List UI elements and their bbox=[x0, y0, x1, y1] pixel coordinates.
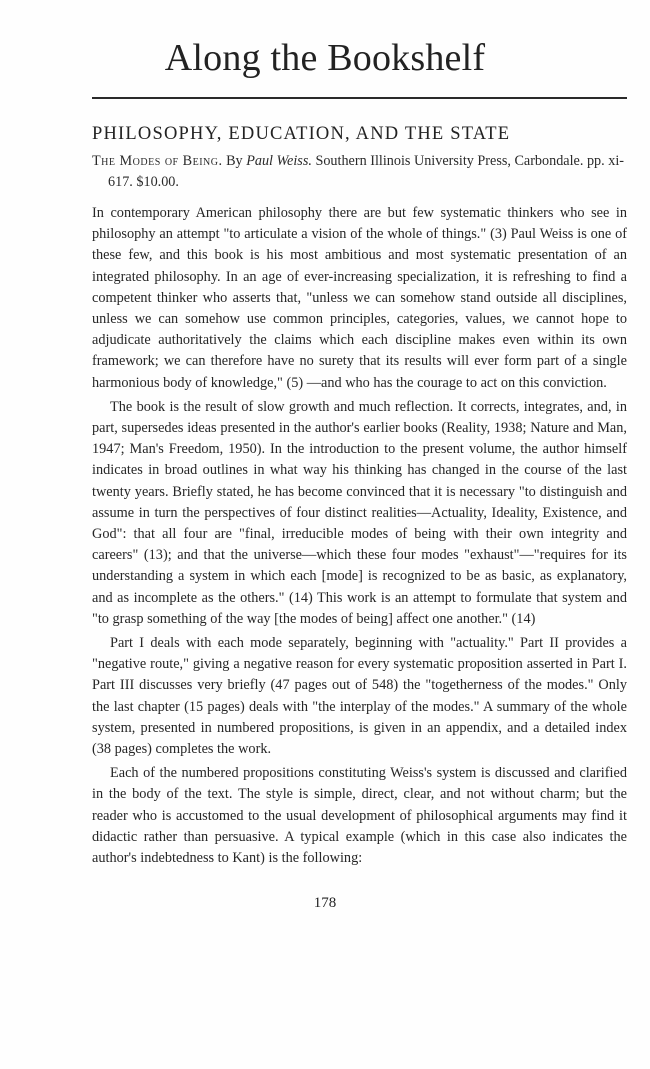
citation-book-title: The Modes of Being. bbox=[92, 153, 223, 169]
running-title: Along the Bookshelf bbox=[164, 37, 486, 79]
paragraph: Part I deals with each mode separately, beginning with "actuality." Part II provides a "negative route," giving a negative reason for every systematic proposition asserted in Part I. Part III discusses very briefly (47 pages out of 548) the "togetherness of the modes." Only the last chapter (15 pages) deals with "the interplay of the modes." A summary of the whole system, presented in numbered propositions, is given in an appendix, and a detailed index (38 pages) completes the work. bbox=[92, 635, 627, 758]
book-citation bbox=[92, 151, 643, 193]
citation-publisher: Southern Illinois University Press, Carbondale. pp. xi-617. $10.00. bbox=[108, 153, 624, 190]
page-number: 178 bbox=[313, 895, 337, 911]
paragraph: The book is the result of slow growth and much reflection. It corrects, integrates, and, in part, supersedes ideas presented in the author's earlier books (Reality, 1938; Nature and Man, 1947; Man's Freedom, 1950). In the introduction to the present volume, the author himself indicates in broad outlines in what way his thinking has changed in the course of the last twenty years. Briefly stated, he has become convinced that it is necessary "to distinguish and assume in turn the perspectives of four distinct realities—Actuality, Ideality, Existence, and God": that all four are "final, irreducible modes of being with their own integrity and careers" (13); and that the universe—which these four modes "exhaust"—"requires for its understanding a system in which each [mode] is recognized to be as basic, as explanatory, and as incomplete as the others." (14) This work is an attempt to formulate that system and "to grasp something of the way [the modes of being] affect one another." (14) bbox=[92, 398, 627, 627]
section-heading: PHILOSOPHY, EDUCATION, AND THE STATE bbox=[92, 124, 511, 144]
paragraph: Each of the numbered propositions constituting Weiss's system is discussed and clarified in the body of the text. The style is simple, direct, clear, and not without charm; but the reader who is accustomed to the usual development of philosophical arguments may find it didactic rather than persuasive. A typical example (which in this case also indicates the author's indebtedness to Kant) is the following: bbox=[92, 765, 627, 867]
citation-author: Paul Weiss. bbox=[246, 153, 312, 169]
review-body bbox=[92, 203, 627, 872]
paragraph: In contemporary American philosophy there are but few systematic thinkers who see in philosophy an attempt "to articulate a vision of the whole of things." (3) Paul Weiss is one of these few, and this book is his most ambitious and most systematic presentation of an integrated philosophy. In an age of ever-increasing specialization, it is refreshing to find a competent thinker who asserts that, "unless we can somehow stand outside all disciplines, unless we can somehow use common principles, categories, values, we cannot hope to adjudicate authoritatively the claims which each discipline makes even within its own framework; we can therefore have no surety that its results will ever form part of a single harmonious body of knowledge," (5) —and who has the courage to act on this conviction. bbox=[92, 205, 627, 391]
citation-by: By bbox=[226, 153, 243, 169]
header-rule bbox=[92, 97, 627, 99]
